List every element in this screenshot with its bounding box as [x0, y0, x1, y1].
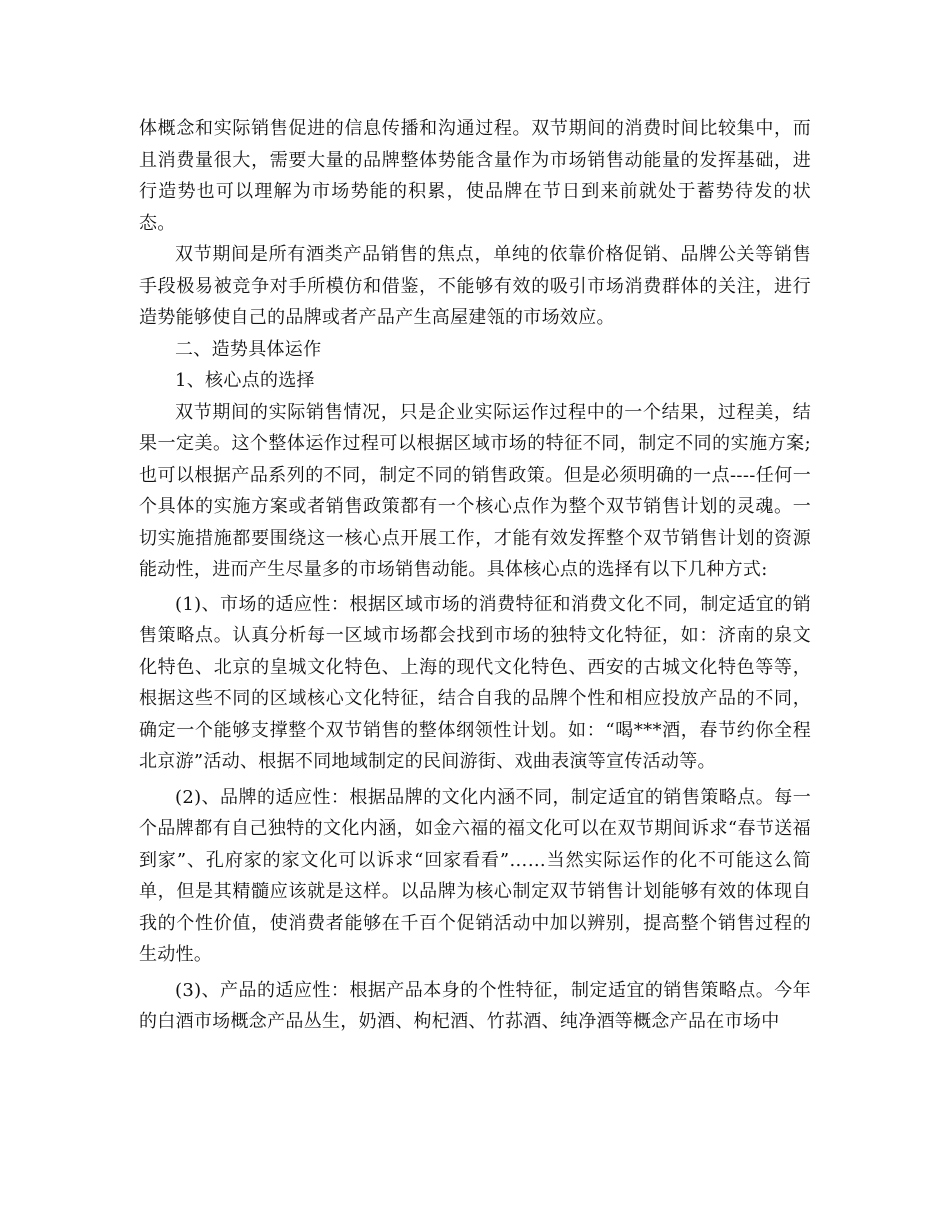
paragraph: (2)、品牌的适应性：根据品牌的文化内涵不同，制定适宜的销售策略点。每一个品牌都有自己独特的文化内涵，如金六福的福文化可以在双节期间诉求“春节送福到家”、孔府家的家文化可以诉求“回家看看”……当然实际运作的化不可能这么简单，但是其精髓应该就是这样。以品牌为核心制定双节销售计划能够有效的体现自我的个性价值，使消费者能够在千百个促销活动中加以辨别，提高整个销售过程的生动性。: [139, 786, 811, 965]
paragraph: 双节期间的实际销售情况，只是企业实际运作过程中的一个结果，过程美，结果一定美。这个整体运作过程可以根据区域市场的特征不同，制定不同的实施方案;也可以根据产品系列的不同，制定不同的销售政策。但是必须明确的一点----任何一个具体的实施方案或者销售政策都有一个核心点作为整个双节销售计划的灵魂。一切实施措施都要围绕这一核心点开展工作，才能有效发挥整个双节销售计划的资源能动性，进而产生尽量多的市场销售动能。具体核心点的选择有以下几种方式:: [139, 401, 811, 580]
document-body: [139, 113, 811, 1038]
paragraph-continuation: 体概念和实际销售促进的信息传播和沟通过程。双节期间的消费时间比较集中，而且消费量很大，需要大量的品牌整体势能含量作为市场销售动能量的发挥基础，进行造势也可以理解为市场势能的积累，使品牌在节日到来前就处于蓄势待发的状态。: [139, 118, 811, 234]
paragraph: (1)、市场的适应性：根据区域市场的消费特征和消费文化不同，制定适宜的销售策略点。认真分析每一区域市场都会找到市场的独特文化特征，如：济南的泉文化特色、北京的皇城文化特色、上海的现代文化特色、西安的古城文化特色等等，根据这些不同的区域核心文化特征，结合自我的品牌个性和相应投放产品的不同，确定一个能够支撑整个双节销售的整体纲领性计划。如：“喝***酒，春节约你全程北京游”活动、根据不同地域制定的民间游街、戏曲表演等宣传活动等。: [139, 593, 811, 772]
subsection-heading: 1、核心点的选择: [175, 370, 315, 391]
paragraph: 双节期间是所有酒类产品销售的焦点，单纯的依靠价格促销、品牌公关等销售手段极易被竞争对手所模仿和借鉴，不能够有效的吸引市场消费群体的关注，进行造势能够使自己的品牌或者产品产生高屋建瓴的市场效应。: [139, 244, 811, 328]
section-heading: 二、造势具体运作: [175, 338, 322, 360]
paragraph: (3)、产品的适应性：根据产品本身的个性特征，制定适宜的销售策略点。今年的白酒市场概念产品丛生，奶酒、枸杞酒、竹荪酒、纯净酒等概念产品在市场中: [139, 979, 811, 1032]
